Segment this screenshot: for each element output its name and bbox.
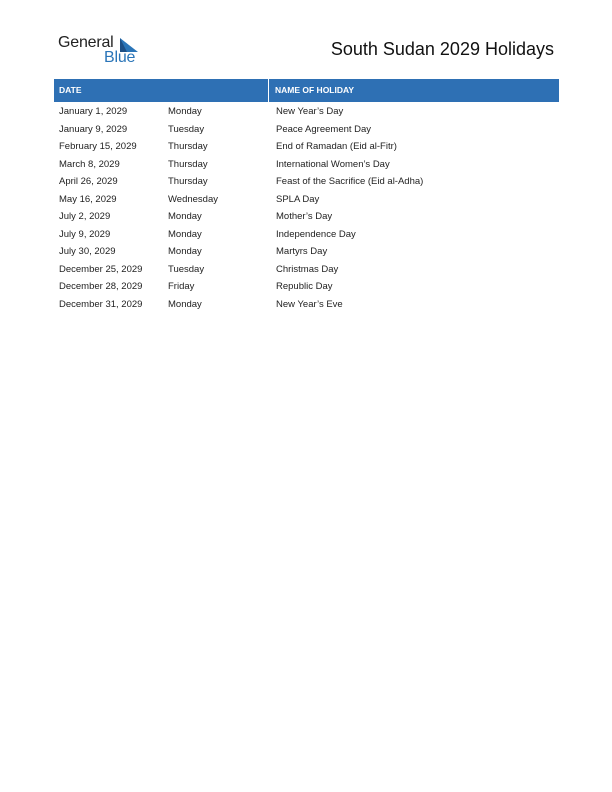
table-row bbox=[54, 243, 559, 261]
cell-date: April 26, 2029 bbox=[59, 176, 118, 187]
cell-holiday-name: International Women’s Day bbox=[276, 158, 390, 170]
cell-holiday-name: Mother’s Day bbox=[276, 211, 333, 222]
cell-date: February 15, 2029 bbox=[59, 141, 137, 152]
cell-weekday: Thursday bbox=[168, 141, 208, 152]
holiday-table bbox=[54, 79, 559, 313]
cell-weekday: Tuesday bbox=[168, 123, 205, 135]
table-row bbox=[54, 208, 559, 226]
table-row bbox=[54, 296, 559, 314]
table-row bbox=[54, 103, 559, 121]
cell-date: May 16, 2029 bbox=[59, 193, 117, 205]
cell-weekday: Monday bbox=[168, 106, 202, 117]
cell-date: January 9, 2029 bbox=[59, 123, 128, 135]
table-row bbox=[54, 261, 559, 279]
cell-date: January 1, 2029 bbox=[59, 106, 128, 117]
table-row bbox=[54, 226, 559, 244]
logo-text-general: General bbox=[58, 34, 114, 51]
table-header-row bbox=[54, 79, 559, 102]
cell-holiday-name: End of Ramadan (Eid al-Fitr) bbox=[276, 141, 397, 152]
generalblue-logo bbox=[58, 34, 148, 68]
cell-holiday-name: Martyrs Day bbox=[276, 246, 328, 257]
cell-holiday-name: New Year’s Eve bbox=[276, 298, 343, 310]
cell-holiday-name: New Year’s Day bbox=[276, 106, 344, 117]
column-header-holiday-name: NAME OF HOLIDAY bbox=[275, 85, 355, 95]
cell-holiday-name: Independence Day bbox=[276, 228, 356, 240]
table-row bbox=[54, 121, 559, 139]
cell-weekday: Friday bbox=[168, 281, 195, 292]
cell-weekday: Thursday bbox=[168, 158, 208, 170]
cell-weekday: Monday bbox=[168, 211, 202, 222]
table-body bbox=[54, 102, 559, 313]
cell-weekday: Monday bbox=[168, 246, 202, 257]
table-row bbox=[54, 138, 559, 156]
cell-date: March 8, 2029 bbox=[59, 158, 120, 170]
cell-date: July 9, 2029 bbox=[59, 228, 111, 240]
cell-weekday: Monday bbox=[168, 298, 202, 310]
cell-date: December 31, 2029 bbox=[59, 298, 143, 310]
page-title: South Sudan 2029 Holidays bbox=[330, 39, 554, 59]
cell-holiday-name: Feast of the Sacrifice (Eid al-Adha) bbox=[276, 176, 424, 187]
cell-date: July 2, 2029 bbox=[59, 211, 111, 222]
cell-weekday: Thursday bbox=[168, 176, 208, 187]
table-row bbox=[54, 278, 559, 296]
table-row bbox=[54, 191, 559, 209]
cell-weekday: Monday bbox=[168, 228, 202, 240]
cell-holiday-name: SPLA Day bbox=[276, 193, 320, 205]
cell-date: July 30, 2029 bbox=[59, 246, 116, 257]
cell-date: December 25, 2029 bbox=[59, 263, 143, 275]
table-row bbox=[54, 156, 559, 174]
table-row bbox=[54, 173, 559, 191]
cell-weekday: Wednesday bbox=[168, 193, 218, 205]
cell-holiday-name: Peace Agreement Day bbox=[276, 123, 372, 135]
column-header-date: DATE bbox=[54, 79, 269, 102]
cell-holiday-name: Republic Day bbox=[276, 281, 333, 292]
cell-date: December 28, 2029 bbox=[59, 281, 143, 292]
cell-weekday: Tuesday bbox=[168, 263, 205, 275]
logo-text-blue: Blue bbox=[104, 49, 136, 66]
cell-holiday-name: Christmas Day bbox=[276, 263, 339, 275]
